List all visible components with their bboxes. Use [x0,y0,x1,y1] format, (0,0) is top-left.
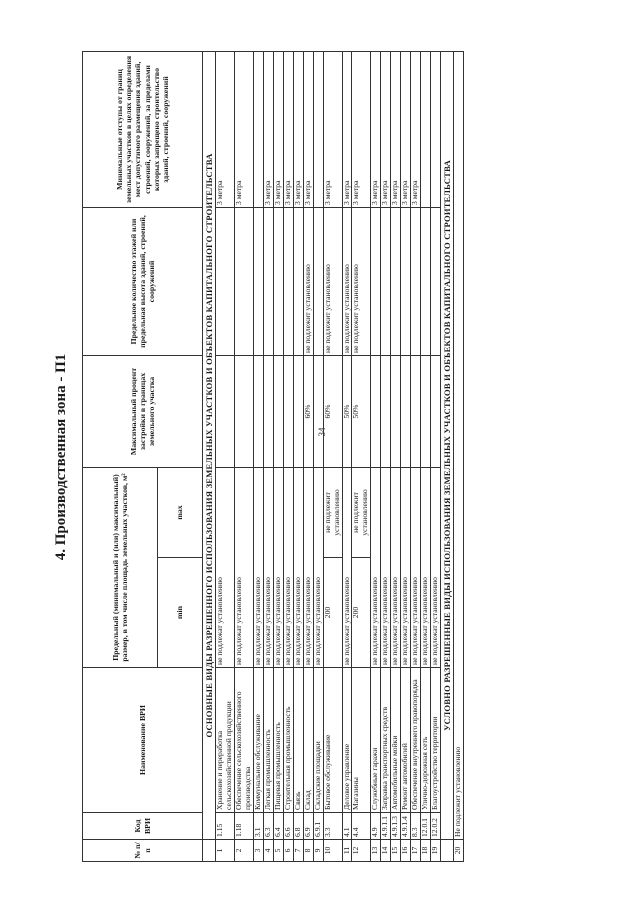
row-min: 200 [323,558,342,668]
row-max: не подлежит установлению [323,468,342,558]
row-pct [411,356,421,468]
header-max: max [158,468,203,558]
row-floors [381,208,391,356]
row-setback: 3 метра [216,52,235,208]
row-number: 16 [401,840,411,862]
row-name: Складские площадки [313,668,323,813]
row-number: 20 [454,840,464,862]
row-name: Служебные гаражи [371,668,381,813]
row-code: 4.9 [371,813,381,840]
row-code: 3.1 [253,813,263,840]
row-pct [421,356,431,468]
row-floors: не подлежит установлению [323,208,342,356]
row-floors [273,208,283,356]
row-floors: не подлежит установлению [352,208,371,356]
row-pct [371,356,381,468]
row-setback: 3 метра [381,52,391,208]
row-floors: не подлежит установлению [303,208,313,356]
row-floors [421,208,431,356]
row-number: 11 [342,840,352,862]
row-size: не подлежат установлению [253,468,263,668]
row-name: Ремонт автомобилей [401,668,411,813]
table-row [431,52,441,862]
row-code: 12.0.2 [431,813,441,840]
table-row [371,52,381,862]
table-body [203,52,464,862]
table-row [263,52,273,862]
row-size: не подлежат установлению [381,468,391,668]
row-number: 4 [263,840,273,862]
row-pct: 60% [323,356,342,468]
row-size: не подлежат установлению [235,468,254,668]
row-name: Заправка транспортных средств [381,668,391,813]
row-code: 12.0.1 [421,813,431,840]
row-code: 1.18 [235,813,254,840]
section-heading: УСЛОВНО РАЗРЕШЕННЫЕ ВИДЫ ИСПОЛЬЗОВАНИЯ ЗЕМЕЛЬНЫХ УЧАСТКОВ И ОБЪЕКТОВ КАПИТАЛЬНОГО СТРОИТЕЛЬСТВА [441,52,454,840]
row-size: не подлежат установлению [342,468,352,668]
header-min: min [158,558,203,668]
row-floors [371,208,381,356]
row-size: не подлежат установлению [313,468,323,668]
row-floors [216,208,235,356]
row-size: не подлежат установлению [303,468,313,668]
row-code: 6.4 [273,813,283,840]
row-floors [235,208,254,356]
row-pct [293,356,303,468]
row-name: Автомобильные мойки [391,668,401,813]
row-size: не подлежат установлению [273,468,283,668]
row-name: Пищевая промышленность [273,668,283,813]
row-setback: 3 метра [391,52,401,208]
header-size: Предельный (минимальный и (или) максимальный) размер, в том числе площадь земельных участков, м² [83,468,158,668]
row-setback: 3 метра [352,52,371,208]
row-size: не подлежат установлению [293,468,303,668]
row-number: 9 [313,840,323,862]
row-number: 8 [303,840,313,862]
table-row [313,52,323,862]
row-name: Обеспечение внутреннего правопорядка [411,668,421,813]
row-number: 14 [381,840,391,862]
row-pct [283,356,293,468]
row-name: Хранение и переработка сельскохозяйственной продукции [216,668,235,813]
row-size: не подлежат установлению [431,468,441,668]
section-num-cell [203,840,216,862]
row-size: не подлежат установлению [371,468,381,668]
section-heading: ОСНОВНЫЕ ВИДЫ РАЗРЕШЕННОГО ИСПОЛЬЗОВАНИЯ ЗЕМЕЛЬНЫХ УЧАСТКОВ И ОБЪЕКТОВ КАПИТАЛЬНОГО СТРОИТЕЛЬСТВА [203,52,216,840]
row-code: 8.3 [411,813,421,840]
table-row [454,52,464,862]
row-setback [431,52,441,208]
row-code: 4.9.1.3 [391,813,401,840]
table-row [303,52,313,862]
row-pct: 60% [303,356,313,468]
header-pct: Максимальный процент застройки в границах земельного участка [83,356,203,468]
row-name: Магазины [352,668,371,813]
row-name: Обеспечение сельскохозяйственного производства [235,668,254,813]
row-code: 3.3 [323,813,342,840]
row-size: не подлежат установлению [391,468,401,668]
row-pct [253,356,263,468]
row-setback [421,52,431,208]
row-name: Строительная промышленность [283,668,293,813]
row-code: 4.9.1.4 [401,813,411,840]
zoning-table [82,51,464,862]
table-row [342,52,352,862]
row-code: 6.8 [293,813,303,840]
table-row [235,52,254,862]
row-size: не подлежат установлению [401,468,411,668]
row-pct [273,356,283,468]
table-row [323,52,342,862]
row-name: Деловое управление [342,668,352,813]
section-row-conditional [441,52,454,862]
row-setback: 3 метра [293,52,303,208]
row-pct [401,356,411,468]
row-code: 1.15 [216,813,235,840]
row-number: 19 [431,840,441,862]
row-number: 7 [293,840,303,862]
table-row [293,52,303,862]
row-floors [401,208,411,356]
row-code: 4.4 [352,813,371,840]
header-setback: Минимальные отступы от границ земельных участков в целях определения мест допустимого размещения зданий, строений, сооружений, за пределами которых запрещено строительство зданий, строений, сооружений [83,52,203,208]
section-num-cell [441,840,454,862]
row-size: не подлежат установлению [216,468,235,668]
table-row [283,52,293,862]
row-pct [263,356,273,468]
row-setback: 3 метра [263,52,273,208]
row-pct [216,356,235,468]
table-row [421,52,431,862]
row-code: 6.3 [263,813,273,840]
row-name: Связь [293,668,303,813]
row-pct [431,356,441,468]
row-pct [313,356,323,468]
row-setback [253,52,263,208]
row-number: 3 [253,840,263,862]
table-row [253,52,263,862]
row-floors [313,208,323,356]
row-setback: 3 метра [303,52,313,208]
row-floors [293,208,303,356]
row-size: не подлежат установлению [263,468,273,668]
row-number: 6 [283,840,293,862]
table-row [352,52,371,862]
row-number: 2 [235,840,254,862]
row-setback [313,52,323,208]
row-name: Склад [303,668,313,813]
header-floors: Предельное количество этажей или предельная высота зданий, строений, сооружений [83,208,203,356]
row-min: 200 [352,558,371,668]
row-floors [253,208,263,356]
row-conditional-text: Не подлежит установлению [454,52,464,840]
row-code: 6.9 [303,813,313,840]
row-number: 12 [352,840,371,862]
row-floors [283,208,293,356]
table-row [391,52,401,862]
row-name: Коммунальное обслуживание [253,668,263,813]
row-number: 13 [371,840,381,862]
row-name: Легкая промышленность [263,668,273,813]
row-pct: 50% [352,356,371,468]
table-header [83,52,203,862]
header-num: № п/п [83,840,203,862]
row-code: 6.6 [283,813,293,840]
row-size: не подлежат установлению [421,468,431,668]
table-row [381,52,391,862]
row-pct: 50% [342,356,352,468]
row-code: 6.9.1 [313,813,323,840]
row-size: не подлежат установлению [411,468,421,668]
row-setback: 3 метра [401,52,411,208]
row-number: 1 [216,840,235,862]
header-name: Наименование ВРИ [83,668,203,813]
row-setback: 3 метра [323,52,342,208]
row-code: 4.1 [342,813,352,840]
row-setback: 3 метра [235,52,254,208]
row-number: 10 [323,840,342,862]
row-name: Улично-дорожная сеть [421,668,431,813]
row-floors [431,208,441,356]
row-number: 18 [421,840,431,862]
row-pct [391,356,401,468]
row-floors [411,208,421,356]
page-number: 34 [317,427,327,437]
row-floors [263,208,273,356]
row-setback: 3 метра [273,52,283,208]
page-title: 4. Производственная зона - П1 [53,353,69,561]
row-floors: не подлежит установлению [342,208,352,356]
table-row [216,52,235,862]
row-setback: 3 метра [283,52,293,208]
row-pct [381,356,391,468]
row-floors [391,208,401,356]
row-pct [235,356,254,468]
row-number: 15 [391,840,401,862]
row-setback: 3 метра [411,52,421,208]
row-name: Бытовое обслуживание [323,668,342,813]
table-row [411,52,421,862]
row-number: 5 [273,840,283,862]
row-setback: 3 метра [342,52,352,208]
row-code: 4.9.1.1 [381,813,391,840]
table-row [273,52,283,862]
rotated-content [52,52,612,862]
table-row [401,52,411,862]
header-code: Код ВРИ [83,813,203,840]
row-name: Благоустройство территории [431,668,441,813]
row-setback: 3 метра [371,52,381,208]
row-size: не подлежат установлению [283,468,293,668]
row-number: 17 [411,840,421,862]
row-max: не подлежит установлению [352,468,371,558]
section-row-main [203,52,216,862]
